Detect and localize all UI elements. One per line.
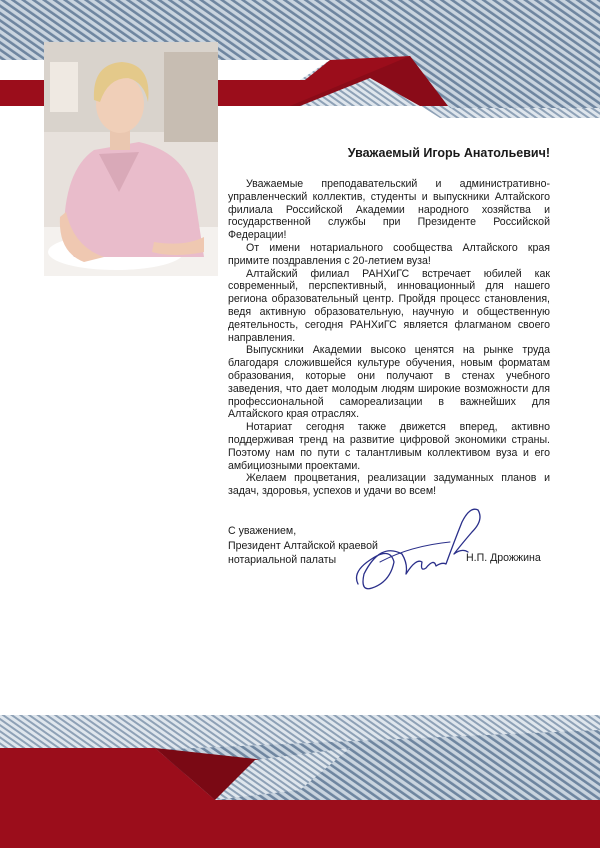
closing-position: Президент Алтайской краевой <box>228 539 378 552</box>
signer-name: Н.П. Дрожжина <box>466 552 541 564</box>
paragraph-1: Уважаемые преподавательский и административно-управленческий коллектив, студенты и выпускники Алтайского филиала Российской Академии народного хозяйства и государственной службы при Президенте Российской Федерации! <box>228 178 550 242</box>
paragraph-6: Желаем процветания, реализации задуманных планов и задач, здоровья, успехов и удачи во всем! <box>228 472 550 498</box>
handwritten-signature <box>350 502 490 598</box>
closing-organization: нотариальной палаты <box>228 554 337 566</box>
closing-regards: С уважением, <box>228 525 297 537</box>
paragraph-4: Выпускники Академии высоко ценятся на рынке труда благодаря сложившейся культуре обучения, новым форматам образования, которые они получают в стенах учебного заведения, что дает молодым людям широкие возможности для профессиональной самореализации в важнейших для Алтайского края отраслях. <box>228 344 550 421</box>
paragraph-3: Алтайский филиал РАНХиГС встречает юбилей как современный, перспективный, инновационный для нашего региона образовательный центр. Пройдя процесс становления, ведя активную образовательную, научную и общественную деятельность, сегодня РАНХиГС является флагманом своего направления. <box>228 267 550 344</box>
portrait-photo <box>44 42 218 276</box>
portrait-illustration <box>44 42 218 276</box>
salutation: Уважаемый Игорь Анатольевич! <box>347 146 550 160</box>
letter-body <box>228 178 550 498</box>
paragraph-5: Нотариат сегодня также движется вперед, активно поддерживая тренд на развитие цифровой экономики страны. Поэтому нам по пути с талантливым коллективом вуза и его амбициозными проектами. <box>228 421 550 472</box>
paragraph-2: От имени нотариального сообщества Алтайского края примите поздравления с 20-летием вуза! <box>228 241 550 267</box>
